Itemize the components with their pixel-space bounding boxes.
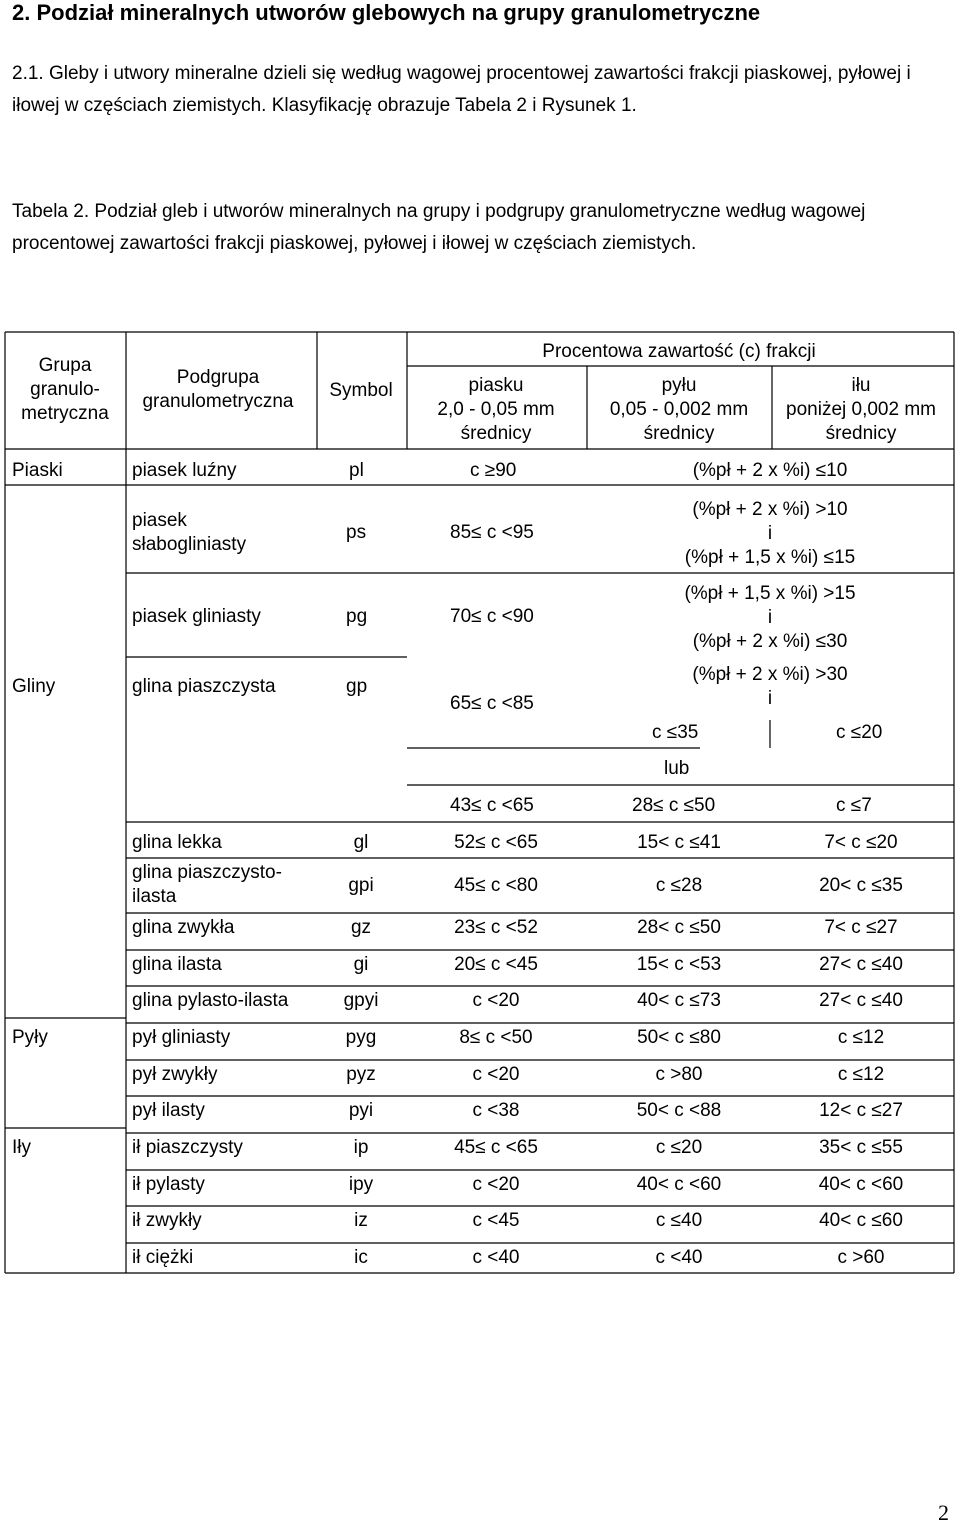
subgroup-name: glina pylasto-ilasta: [132, 990, 289, 1011]
header-subgroup: granulometryczna: [142, 391, 294, 412]
subgroup-symbol: pl: [349, 460, 364, 481]
silt-clay-value: (%pł + 2 x %i) ≤30: [692, 631, 848, 652]
subgroup-name: ił zwykły: [132, 1210, 202, 1231]
clay-value: 7< c ≤27: [824, 917, 898, 938]
header-silt: 0,05 - 0,002 mm: [609, 399, 749, 420]
silt-value: 28< c ≤50: [637, 917, 721, 938]
subgroup-symbol: gl: [353, 832, 369, 853]
subgroup-symbol: gz: [350, 917, 372, 938]
subgroup-name: glina zwykła: [132, 917, 235, 938]
subgroup-symbol: pg: [346, 606, 368, 627]
header-silt: pyłu: [661, 375, 697, 396]
silt-clay-value: (%pł + 2 x %i) >30: [692, 664, 848, 685]
subgroup-symbol: pyg: [345, 1027, 377, 1048]
clay-value: c ≤7: [836, 795, 872, 816]
header-sand: średnicy: [460, 423, 532, 444]
sand-value: c <20: [472, 1174, 520, 1195]
subgroup-name: ił piaszczysty: [132, 1137, 243, 1158]
page-number: 2: [938, 1500, 949, 1525]
clay-value: 40< c ≤60: [819, 1210, 903, 1231]
group-label-gliny: Gliny: [12, 676, 56, 697]
header-group: metryczna: [21, 403, 109, 424]
silt-value: c ≤20: [655, 1137, 703, 1158]
or-label: lub: [664, 758, 690, 779]
sand-value: 45≤ c <65: [454, 1137, 538, 1158]
silt-clay-value: i: [767, 607, 773, 628]
clay-value: c ≤12: [837, 1064, 885, 1085]
silt-clay-value: (%pł + 1,5 x %i) ≤15: [684, 547, 856, 568]
clay-value: 27< c ≤40: [819, 954, 903, 975]
sand-value: 20≤ c <45: [454, 954, 538, 975]
sand-value: c ≥90: [470, 460, 517, 481]
sand-value: 52≤ c <65: [454, 832, 538, 853]
sand-value: c <40: [472, 1247, 520, 1268]
subgroup-symbol: gpi: [348, 875, 374, 896]
subgroup-symbol: ps: [346, 522, 367, 543]
clay-value: 20< c ≤35: [819, 875, 903, 896]
sand-value: 85≤ c <95: [450, 522, 534, 543]
sand-value: c <20: [472, 990, 520, 1011]
sand-value: 45≤ c <80: [454, 875, 538, 896]
header-clay: iłu: [851, 375, 871, 396]
silt-clay-value: (%pł + 2 x %i) >10: [692, 499, 848, 520]
subgroup-name: pył gliniasty: [132, 1027, 231, 1048]
header-subgroup: Podgrupa: [176, 367, 260, 388]
subgroup-symbol: pyi: [348, 1100, 374, 1121]
subgroup-name: piasek: [132, 510, 187, 531]
subgroup-symbol: ipy: [348, 1174, 374, 1195]
clay-value: 12< c ≤27: [819, 1100, 903, 1121]
silt-value: 50< c ≤80: [637, 1027, 721, 1048]
section-number: 2.1.: [12, 63, 44, 84]
subgroup-name: pył zwykły: [132, 1064, 218, 1085]
silt-value: c <40: [655, 1247, 703, 1268]
header-clay: poniżej 0,002 mm: [786, 399, 936, 420]
subgroup-name: piasek gliniasty: [132, 606, 261, 627]
header-clay: średnicy: [825, 423, 897, 444]
clay-value: 40< c <60: [818, 1174, 904, 1195]
silt-value: c ≤40: [655, 1210, 703, 1231]
clay-value: 35< c ≤55: [819, 1137, 903, 1158]
silt-clay-value: (%pł + 1,5 x %i) >15: [684, 583, 856, 604]
header-group: granulo-: [30, 379, 100, 400]
clay-value: 7< c ≤20: [824, 832, 898, 853]
silt-value: c >80: [655, 1064, 703, 1085]
subgroup-name: słabogliniasty: [132, 534, 247, 555]
header-symbol: Symbol: [329, 380, 393, 401]
subgroup-symbol: ic: [354, 1247, 368, 1268]
silt-value: 28≤ c ≤50: [632, 795, 716, 816]
sand-value: 23≤ c <52: [454, 917, 538, 938]
sand-value: c <20: [472, 1064, 520, 1085]
subgroup-name: ilasta: [132, 886, 177, 907]
header-silt: średnicy: [643, 423, 715, 444]
sand-value: 70≤ c <90: [450, 606, 534, 627]
subgroup-symbol: gp: [346, 676, 368, 697]
silt-value: 40< c <60: [636, 1174, 722, 1195]
silt-value: 40< c ≤73: [637, 990, 721, 1011]
sand-value: c <45: [472, 1210, 520, 1231]
group-label-ily: Iły: [12, 1137, 31, 1158]
subgroup-name: glina ilasta: [132, 954, 222, 975]
header-group: Grupa: [38, 355, 92, 376]
subgroup-symbol: pyz: [346, 1064, 376, 1085]
silt-clay-value: (%pł + 2 x %i) ≤10: [692, 460, 848, 481]
sand-value: 43≤ c <65: [450, 795, 534, 816]
page-heading: 2. Podział mineralnych utworów glebowych na grupy granulometryczne: [12, 0, 761, 25]
subgroup-name: glina piaszczysto-: [132, 862, 282, 883]
header-sand: 2,0 - 0,05 mm: [437, 399, 555, 420]
subgroup-symbol: ip: [353, 1137, 369, 1158]
silt-value: 15< c ≤41: [637, 832, 721, 853]
clay-value: 27< c ≤40: [819, 990, 903, 1011]
subgroup-name: piasek luźny: [132, 460, 237, 481]
sand-value: 65≤ c <85: [450, 693, 534, 714]
subgroup-name: glina lekka: [132, 832, 222, 853]
silt-value: c ≤35: [652, 722, 699, 743]
sand-value: 8≤ c <50: [459, 1027, 533, 1048]
subgroup-name: glina piaszczysta: [132, 676, 276, 697]
subgroup-symbol: gi: [353, 954, 369, 975]
subgroup-name: ił pylasty: [132, 1174, 205, 1195]
header-content: Procentowa zawartość (c) frakcji: [542, 341, 816, 362]
silt-clay-value: i: [767, 688, 773, 709]
sand-value: c <38: [472, 1100, 520, 1121]
subgroup-name: pył ilasty: [132, 1100, 205, 1121]
group-label-piaski: Piaski: [12, 460, 63, 481]
silt-value: c ≤28: [655, 875, 703, 896]
header-sand: piasku: [468, 375, 524, 396]
group-label-pyly: Pyły: [12, 1027, 48, 1048]
subgroup-name: ił ciężki: [132, 1247, 194, 1268]
clay-value: c ≤20: [836, 722, 883, 743]
silt-value: 50< c <88: [636, 1100, 722, 1121]
intro-body: Gleby i utwory mineralne dzieli się według wagowej procentowej zawartości frakcji piaskowej, pyłowej i iłowej w częściach ziemistych. Klasyfikację obrazuje Tabela 2 i Rysunek 1.: [12, 63, 911, 116]
subgroup-symbol: iz: [354, 1210, 368, 1231]
subgroup-symbol: gpyi: [343, 990, 379, 1011]
table-caption: Tabela 2. Podział gleb i utworów mineralnych na grupy i podgrupy granulometryczne według wagowej procentowej zawartości frakcji piaskowej, pyłowej i iłowej w częściach ziemistych.: [12, 201, 866, 254]
clay-value: c >60: [837, 1247, 885, 1268]
clay-value: c ≤12: [837, 1027, 885, 1048]
silt-value: 15< c <53: [636, 954, 722, 975]
silt-clay-value: i: [767, 523, 773, 544]
